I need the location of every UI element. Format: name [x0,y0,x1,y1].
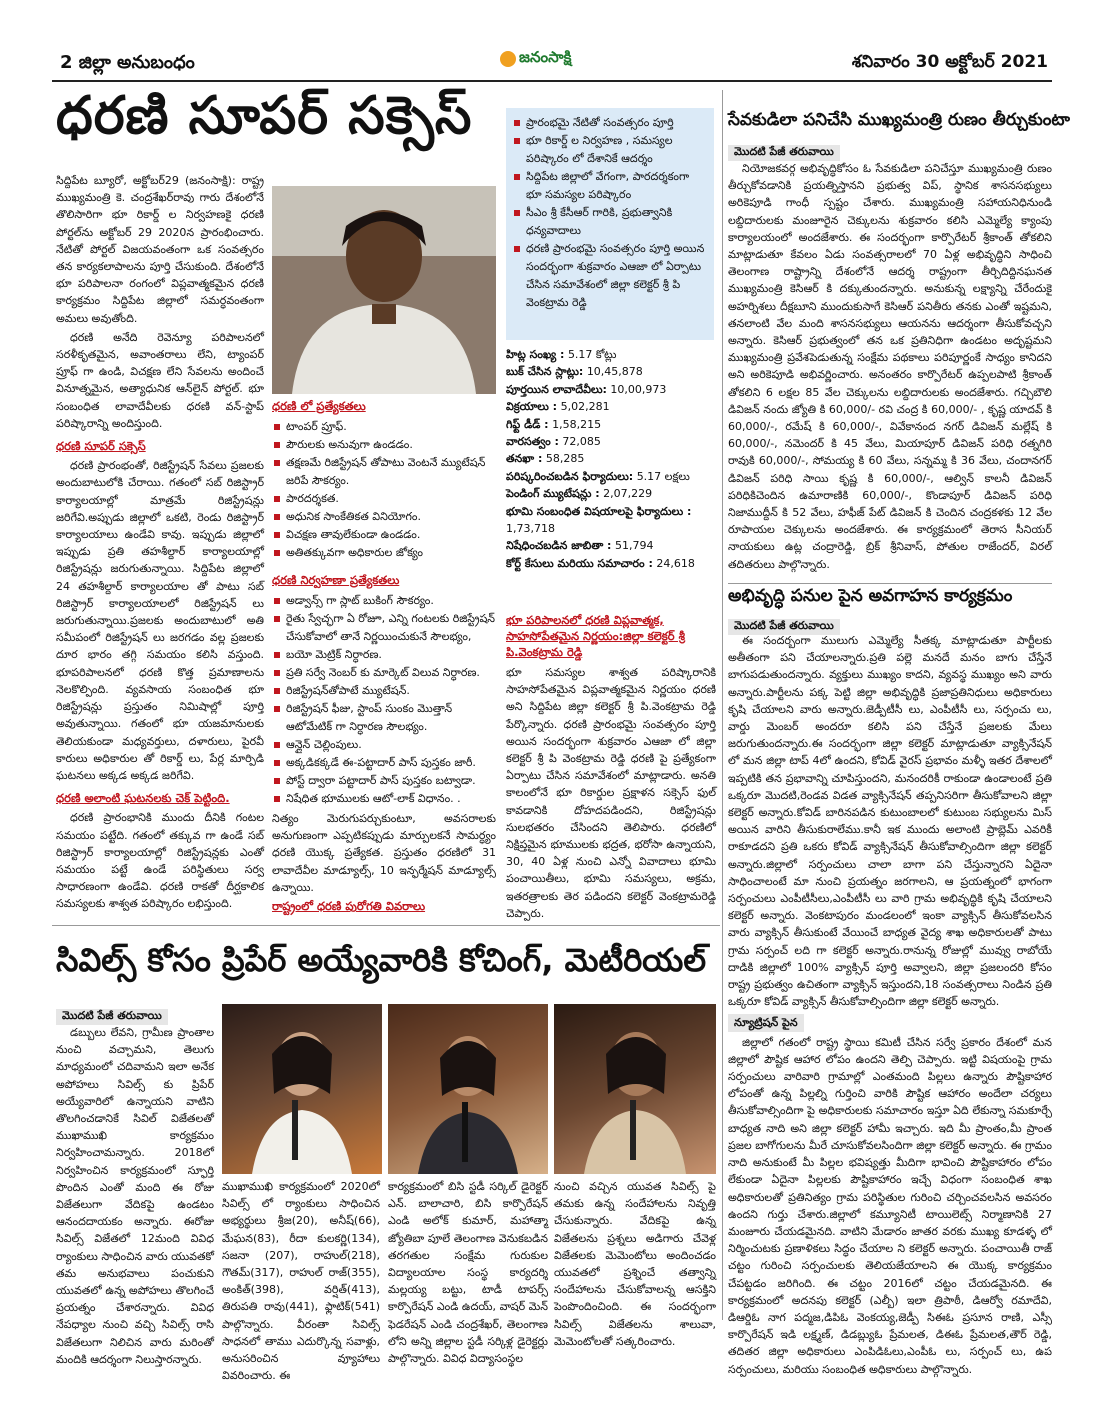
features-title: ధరణి లో ప్రత్యేకతలు [272,399,366,413]
stat-value: 24,618 [656,556,695,570]
stat-label: బుక్ చేసిన స్లాట్లు: [506,365,584,379]
story3-paragraph-2: జిల్లాలో గతంలో రాష్ట్ర స్థాయి కమిటీ చేసిన సర్వే ప్రకారం దేశంలో మన జిల్లాలో పౌష్టిక ఆహార లోపం ఉందని తెల్పి చెప్పారు. ఇట్టి విషయంపై గ్రామ సర్పంచులు వారివారి గ్రామాల్లో ఎంతమంది పిల్లలు ఉన్నారు పౌష్టికాహార లోపంతో ఉన్న పిల్లల్ని గుర్తించి వారికి పౌష్టిక ఆహారం అందేలా చర్యలు తీసుకోవాల్సిందిగా పై అధికారులకు సమాచారం ఇస్తూ ఏది లేకున్నా సమకూర్చే బాధ్యత నాది అని జిల్లా కలెక్టర్ హామీ ఇచ్చారు. ఇది మీ ప్రాంతం,మీ ప్రాంత ప్రజల బాగోగులను మీరే చూసుకోవలసిందిగా జిల్లా కలెక్టర్ అన్నారు. ఈ గ్రామం నాది అనుకుంటే మీ పిల్లల భవిష్యత్తు మీదిగా భావించి పౌష్టికాహారం లోపం లేకుండా ఏదైనా పిల్లలకు పౌష్టికాహారం ఇచ్చే విధంగా సంబంధిత శాఖ అధికారులతో ప్రతినిత్యం గ్రామ పరిస్థితుల గురించి చర్చించవలసిన అవసరం ఉందని గుర్తు చేశారు.జిల్లాలో కమ్యూనిటీ టాయిలెట్స్ నిర్మాణానికి 27 మంజూరు చేయడమైనది. వాటిని మేడారం జాతర వరకు ముఖ్య కూడళ్ళ లో నిర్మించుటకు ప్రణాళికలు సిద్ధం చేయాల ని కలెక్టర్ అన్నారు. పంచాయితీ రాజ్ చట్టం గురించి సర్పంచులకు తెలియజేయాలని ఈ యొక్క కార్యక్రమం చేపట్టడం జరిగింది. ఈ చట్టం 2016లో చట్టం చేయడమైనది. ఈ కార్యక్రమంలో అదనపు కలెక్టర్ (ఎల్బీ) ఇలా త్రిపాఠీ, డిఆర్వో రమాదేవి, డిఆర్డిఓ నాగ పద్మజ,డిపిఓ వెంకయ్య,జెడ్పీ సిఈఓ ప్రసూన రాణి, ఎస్సీ కార్పొరేషన్ ఇడి లక్ష్మణ్, డిడబ్ల్యుఓ ప్రేమలత, డిఈఓ ప్రేమలత,తౌర్ రెడ్డి, తదితర జిల్లా అధికారులు ఎంపిడిఓలు,ఎంపీఓ లు, సర్పంచ్ లు, ఉప సర్పంచులు, మరియు సంబంధిత అధికారులు పాల్గొన్నారు. [728,1035,1052,1376]
admin-feature-item: రిజిస్ట్రేషన్ ఫీజు, స్టాంప్ సుంకం మొత్తాన్ ఆటోమేటిక్ గా నిర్ధారణ సౌలభ్యం. [272,700,496,736]
highlight-item: భూ రికార్డ్ ల నిర్వహణ , సమస్యల పరిష్కారం లో దేశానికే ఆదర్శం [512,132,708,168]
feature-item: టాంపర్ ప్రూఫ్. [272,418,496,436]
story1-para4: ధరణి ప్రారంభానికి ముందు దీనికి గంటల సమయం పట్టేది. గతంలో తక్కువ గా ఉండే సబ్ రిజిస్ట్రార్ కార్యాలయాల్లో రిజిస్ట్రేషన్లకు ఎంతో సమయం పట్టే ఉండే పరిస్థితులు సర్వ సాధారణంగా ఉండేవి. ధరణి రాకతో దీర్ఘకాలిక సమస్యలకు శాశ్వత పరిష్కారం లభిస్తుంది. [56,811,264,911]
story4-kicker: మొదటి పేజీ తరువాయి [56,1009,168,1025]
admin-feature-item: రైతు స్వేచ్ఛగా ఏ రోజూ, ఎన్ని గంటలకు రిజిస్ట్రేషన్ చేసుకోవాలో తానే నిర్ణయించుకునే సౌలభ్యం, [272,610,496,646]
feature-item: తక్షణమే రిజిస్ట్రేషన్ తోపాటు వెంటనే మ్యుటేషన్ జరిపే సౌకర్యం. [272,454,496,490]
admin-feature-item: ప్రతి సర్వే నెంబర్ కు మార్కెట్ విలువ నిర్ధారణ. [272,664,496,682]
stat-label: నిషేధించబడిన జాబితా : [506,539,612,553]
stat-label: భూమి సంబంధిత విషయాలపై ఫిర్యాదులు : [506,504,692,518]
header-rule [52,80,1052,82]
stat-value: 5.17 కోట్లు [567,348,617,361]
story2-kicker: మొదటి పేజీ తరువాయి [728,145,840,161]
speaker-portrait-icon [388,1004,548,1174]
stat-value: 5,02,281 [560,400,610,414]
feature-item: అతితక్కువగా అధికారుల జోక్యం [272,544,496,562]
story2-paragraph: నియోజకవర్గ అభివృద్ధికోసం ఓ సేవకుడిలా పనిచేస్తూ ముఖ్యమంత్రి రుణం తీర్చుకోవడానికి ప్రయత్నిస్తానని ప్రభుత్వ విప్, స్థానిక శాసనసభ్యులు అరికెపూడి గాంధీ స్పష్టం చేశారు. ముఖ్యమంత్రి సహాయనిధినుండి లబ్దిదారులకు మంజూరైన చెక్కులను శుక్రవారం కలిసి ఎమ్మెల్యే క్యాంపు కార్యాలయంలో అందజేశారు. ఈ సందర్భంగా కార్పొరేటర్ శ్రీకాంత్ తోకలిని మాట్లాడుతూ కేవలం ఏడు సంవత్సరాలలో 70 ఏళ్ల అభివృద్ధిని సాధించి తెలంగాణ రాష్ట్రాన్ని దేశంలోనే ఆదర్శ రాష్ట్రంగా తీర్చిదిద్దినఘనత ముఖ్యమంత్రి కెసిఆర్ కి దక్కుతుందన్నారు. అనుకున్న లక్ష్యాన్ని చేరేందుకై అహర్నిశలు దీక్షబూని ముందుకుసాగే కెసిఆర్ పనితీరు తనకు ఎంతో ఇష్టమని, తనలాంటి వేల మంది శాసనసభ్యులు ఆయనను ఆదర్శంగా తీసుకోవచ్చని అన్నారు. కెసిఆర్ ప్రభుత్వంలో తన ఒక ప్రతినిధిగా ఉండటం అదృష్టమని ముఖ్యమంత్రి ప్రవేశపెడుతున్న సంక్షేమ పథకాలు పరిపూర్ణంకే సాధ్యం కానిదని అని అరికెపూడి అభివర్ణించారు. అనంతరం కార్పొరేటర్ ఉప్పలపాటి శ్రీకాంత్ తోకలిని 6 లక్షల 85 వేల చెక్కులను లబ్దిదారులకు అందజేశారు. గచ్చిబౌలి డివిజన్ నందు జ్యోతి కి 60,000/- రవి చంద్ర కి 60,000/- , కృష్ణ యాదవ్ కి 60,000/-, రమేష్ కి 60,000/-, వివేకానంద నగర్ డివిజన్ మల్లేష్ కి 60,000/-, నమెందర్ కి 45 వేలు, మియాపూర్ డివిజన్ పరిధి రత్నగిరి రావుకి 60,000/-, సోమయ్య కి 60 వేలు, సన్నమ్మ కి 36 వేలు, చందానగర్ డివిజన్ పరిధి సాయి కృష్ణ కి 60,000/-, ఆల్విన్ కాలనీ డివిజన్ పరిధికిచెందిన ఉమారాణికి 60,000/-, కొండాపూర్ డివిజన్ పరిధి నిజాముద్దీన్ కి 52 వేలు, హఫీజ్ పేట్ డివిజన్ కి చెందిన చంద్రకళకు 12 వేల రూపాయల చెక్కులను అందజేశారు. ఈ కార్యక్రమంలో తెరాస సీనియర్ నాయకులు ఉట్ల చంద్రారెడ్డి, బ్రిక్ శ్రీనివాస్, పోతుల రాజేందర్, విరల్ తదితరులు పాల్గొన్నారు. [728,162,1052,571]
story4-col4 [554,1178,716,1360]
admin-feature-item: ఆన్లైన్ చెల్లింపులు. [272,736,496,754]
stat-label: వారసత్వం : [506,435,559,449]
stat-row [506,485,716,502]
stat-value: 58,285 [545,452,585,466]
stat-value: 10,00,973 [610,382,667,396]
admin-tail-text: నిత్యం మెరుగుపర్చుకుంటూ, అవసరాలకు అనుగుణంగా ఎప్పటికప్పుడు మార్పులకనే సామర్ధ్యం ధరణి యొక్క ప్రత్యేకత. ప్రస్తుతం ధరణిలో 31 లావాదేవీల మాడ్యూల్స్, 10 ఇన్ఫర్మేషన్ మాడ్యూల్స్ ఉన్నాయి. [272,812,496,894]
page-label: 2 జిల్లా అనుబంధం [60,52,195,73]
story3-subhead: న్యూట్రిషన్ పైన [728,1014,804,1031]
stat-label: పరిష్కరించబడిన ఫిర్యాదులు: [506,469,634,483]
stat-value: 1,58,215 [552,417,602,431]
admin-feature-item: రిజిస్ట్రేషన్‌తోపాటే మ్యుటేషన్. [272,682,496,700]
feature-item: విచక్షణ తావులేకుండా ఉండడం. [272,526,496,544]
admin-feature-item: అడ్వాన్స్ గా స్లాట్ బుకింగ్ సౌకర్యం. [272,592,496,610]
admin-features-title: ధరణి నిర్వహణా ప్రత్యేకతలు [272,573,400,587]
stat-label: కోర్ట్ కేసులు మరియు సమాచారం : [506,556,653,570]
stat-value: 51,794 [614,539,654,553]
story1-lead: సిద్దిపేట బ్యూరో, అక్టోబర్29 (జనంసాక్షి): రాష్ట్ర ముఖ్యమంత్రి కె. చంద్రశేఖర్‌రావు గారు దేశంలోనే తొలిసారిగా భూ రికార్డ్ ల నిర్వహణకై ధరణి పోర్టల్‌ను అక్టోబర్ 29 2020న ప్రారంభించారు. నేటితో పోర్టల్ విజయవంతంగా ఒక సంవత్సరం తన కార్యకలాపాలను పూర్తి చేసుకుంది. దేశంలోనే భూ పరిపాలనా రంగంలో విప్లవాత్మకమైన ధరణి కార్యక్రమం సిద్దిపేట జిల్లాలో సమర్ధవంతంగా అమలు అవుతోంది. [56,174,264,325]
collector-quote-title: భూ పరిపాలనలో ధరణి విప్లవాత్మక, సాహసోపేతమైన నిర్ణయం:జిల్లా కలెక్టర్ శ్రీ పి.వెంకట్రామ రెడ్డి [506,613,685,659]
stat-row [506,363,716,380]
stat-row [506,503,716,538]
collector-photo [272,186,496,394]
stat-value: 5.17 లక్షలు [636,469,690,483]
highlight-item: ధరణి ప్రారంభమై సంవత్సరం పూర్తి అయిన సందర్భంగా శుక్రవారం ఎఆజా లో ఏర్పాటు చేసిన సమావేశంలో జిల్లా కలెక్టర్ శ్రీ పి వెంకట్రామ రెడ్డి [512,240,708,312]
issue-date: శనివారం 30 అక్టోబర్ 2021 [851,52,1048,72]
civils-winner-photo-2 [388,1004,548,1174]
story1-subhead-1: ధరణి సూపర్ సక్సెస్ [56,439,146,454]
story1-para3: ధరణి ప్రారంభంతో, రిజిస్ట్రేషన్ సేవలు ప్రజలకు అందుబాటులోకి చేరాయి. గతంలో సబ్ రిజిస్ట్రార్ కార్యాలయాల్లో మాత్రమే రిజిస్ట్రేషన్లు జరిగేవి.అప్పుడు జిల్లాలో ఒకటి, రెండు రిజిస్ట్రార్ కార్యాలయాలు ఉండేవి కావు. ఇప్పుడు జిల్లాలో ఇప్పుడు ప్రతి తహశీల్దార్ కార్యాలయాల్లో రిజిస్ట్రేషన్లు జరుగుతున్నాయి. సిద్దిపేట జిల్లాలో 24 తహశీల్దార్ కార్యాలయాల తో పాటు సబ్ రిజిస్ట్రార్ కార్యాలయాలలో రిజిస్ట్రేషన్ లు జరుగుతున్నాయి.ప్రజలకు అందుబాటులో అతి సమీపంలో రిజిస్ట్రేషన్ లు జరగడం వల్ల ప్రజలకు దూర భారం తగ్గి సమయం కలిసి వస్తుంది. భూపరిపాలనలో ధరణి కొత్త ప్రమాణాలను నెలకొల్పింది. వ్యవసాయ సంబంధిత భూ రిజిస్ట్రేషన్లు ప్రస్తుతం నిమిషాల్లో పూర్తి అవుతున్నాయి. గతంలో భూ యజమానులకు తెలియకుండా మధ్యవర్తులు, దళారులు, పైరవీ కారులు అధికారుల తో రికార్డ్ లు, పేర్ల మార్పిడి ఘటనలు అక్కడ అక్కడ జరిగేవి. [56,459,264,782]
story2-headline: సేవకుడిలా పనిచేసి ముఖ్యమంత్రి రుణం తీర్చుకుంటా [728,110,1070,130]
stat-row [506,468,716,485]
masthead-title: జనంసాక్షి [519,48,572,66]
feature-item: పారదర్శకత. [272,490,496,508]
story1-para2: ధరణి అనేది రెవెన్యూ పరిపాలనలో సరళీకృతమైన, అవాంతరాలు లేని, ట్యాంపర్ ప్రూఫ్ గా ఉండి, విచక్షణ లేని సేవలను అందించే వినూత్నమైన, అత్యాధునిక ఆన్‌లైన్ పోర్టల్. భూ సంబంధిత లావాదేవీలకు ధరణి వన్-స్టాప్ పరిష్కారాన్ని అందిస్తుంది. [56,330,264,430]
stat-label: పూర్తయిన లావాదేవీలు: [506,382,607,396]
speaker-portrait-icon [222,1004,382,1174]
masthead-logo [500,48,610,70]
feature-item: అధునిక సాంకేతికత వినియోగం. [272,508,496,526]
story-divider [52,925,720,926]
story3-body [728,632,1052,1376]
stat-value: 2,07,229 [603,487,653,501]
stat-label: విక్రయాలు : [506,400,558,414]
masthead [500,48,610,76]
highlights-list [512,114,708,312]
story4-col4-text: నుంచి వచ్చిన యువత సివిల్స్ పై తమకు ఉన్న సందేహాలను నివృత్తి చేసుకున్నారు. వేదికపై ఉన్న విజేతలను ప్రశ్నలు అడిగారు చేవెళ్ల విజేతలకు మెమెంటోలు అందించడం యువతలో ప్రశ్నించే తత్వాన్ని సందేహాలను చేసుకోవాలన్న ఆసక్తిని పెంపొందించింది. ఈ సందర్భంగా సివిల్స్ విజేతలను శాలువా, మెమెంటోలతో సత్కరించారు. [554,1180,716,1348]
story2-body [728,160,1052,580]
story4-col1 [56,1024,214,1366]
stat-label: పెండింగ్ మ్యుటేషన్లు : [506,487,600,501]
admin-feature-item: అక్కడికక్కడే ఈ-పట్టాదార్ పాస్ పుస్తకం జారీ. [272,754,496,772]
story4-col3-text: కార్యక్రమంలో బిసి స్టడీ సర్కిల్ డైరెక్టర్ ఎన్. బాలాచారి, బిసి కార్పొరేషన్ ఎండి అలోక్ కుమార్, మహాత్మా జ్యోతిబా పూలే తెలంగాణ వెనుకబడిన తరగతుల సంక్షేమ గురుకుల విద్యాలయాల సంస్థ కార్యదర్శి మల్లయ్య బట్టు, టాడీ టాపర్స్ కార్పొరేషన్ ఎండి ఉదయ్, వాషర్ మెన్ ఫెడరేషన్ ఎండి చంద్రశేఖర్, తెలంగాణ లోని అన్ని జిల్లాల స్టడీ సర్కిళ్ల డైరెక్టర్లు పాల్గొన్నారు. వివిధ విద్యాసంస్థల [388,1180,548,1366]
admin-feature-item: నిషేధిత భూములకు ఆటో-లాక్ విధానం. . [272,790,496,808]
story4-col2 [222,1178,380,1383]
stat-row [506,450,716,467]
stat-row [506,381,716,398]
story1-stats [506,346,716,606]
logo-mark-icon [500,51,516,67]
feature-item: పౌరులకు అనువుగా ఉండడం. [272,436,496,454]
story1-left-column [56,172,264,917]
speaker-portrait-icon [554,1004,716,1174]
story1-subhead-2: ధరణి అలాంటి ఘటనలకు చెక్ పెట్టింది. [56,791,230,806]
stat-label: హిట్ల సంఖ్య : [506,348,565,361]
stat-row [506,433,716,450]
story1-headline: ధరణి సూపర్ సక్సెస్ [56,86,473,146]
story3-headline: అభివృద్ధి పనుల పైన అవగాహన కార్యక్రమం [728,586,1013,606]
column-divider [722,90,723,1320]
story1-highlights-box [506,108,714,340]
stat-row [506,398,716,415]
progress-details-link: రాష్ట్రంలో ధరణి పురోగతి వివరాలు [272,899,426,914]
story4-col2-text: ముఖాముఖి కార్యక్రమంలో 2020లో సివిల్స్ లో ర్యాంకులు సాధించిన అభ్యర్థులు శ్రీజ(20), అనీష్(66), మేఘన(83), రీదా కులకర్ణి(134), సజనా (207), రాహుల్(218), గౌతమ్(317), రాహుల్ రాజ్(355), అంకిత్(398), వర్షిత్(413), తిరుపతి రావు(441), ఫ్లాటిక్(541) పాల్గొన్నారు. వీరంతా సివిల్స్ సాధనలో తాము ఎదుర్కొన్న సవాళ్లు, అనుసరించిన వ్యూహాలు వివరించారు. ఈ [222,1180,380,1383]
features-list [272,418,496,562]
highlight-item: ప్రారంభమై నేటితో సంవత్సరం పూర్తి [512,114,708,132]
collector-quote-block [506,612,716,920]
stat-row [506,537,716,554]
highlight-item: సిద్దిపేట జిల్లాలో వేగంగా, పారదర్శకంగా భూ సమస్యల పరిష్కారం [512,168,708,204]
stat-label: గిఫ్ట్ డీడ్ : [506,417,549,431]
stat-value: 1,73,718 [506,522,555,536]
story3-paragraph: ఈ సందర్బంగా ములుగు ఎమ్మెల్యే సీతక్క మాట్లాడుతూ పార్టీలకు అతీతంగా పని చేయాలన్నారు.ప్రతి పల్లె మనదే మనం బాగు చేస్తేనే బాగుపడుతుందన్నారు. వ్యక్తులు ముఖ్యం కాదని, వ్యవస్థ ముఖ్యం అని వారు అన్నారు.పార్టీలను పక్క పెట్టి జిల్లా అభివృద్ధికి ప్రజాప్రతినిధులు అధికారులు కృషి చేయాలని వారు అన్నారు.జెడ్పీటీసీ లు, ఎంపీటీసీ లు, సర్పంచు లు, వార్డు మెంబర్ అందరూ కలిసి పని చేస్తేనే ప్రజలకు మేలు జరుగుతుందన్నారు.ఈ సందర్భంగా జిల్లా కలెక్టర్ మాట్లాడుతూ వ్యాక్సినేషన్ లో మన జిల్లా టాప్ 4లో ఉందని, కోవిడ్ వైరస్ ప్రభావం మళ్ళీ ఇతర దేశాలలో ఇప్పటికి తన ప్రభావాన్ని చూపిస్తుందని, మనందరికీ రాకుండా ఉండాలంటే ప్రతి ఒక్కరూ మొదటి,రెండవ విడత వ్యాక్సినేషన్ తప్పనిసరిగా తీసుకోవాలని జిల్లా కలెక్టర్ అన్నారు.కోవిడ్ బారినపడిన కుటుంబాలలో కుటుంబ సభ్యులను మిస్ అయిన వారిని తీసుకురాలేము.కానీ ఇక ముందు అలాంటి ప్రాబ్లెమ్ ఎవరికీ రాకూడదని ప్రతి ఒకరు కోవిడ్ వ్యాక్సినేషన్ తీసుకోవాల్సిందిగా జిల్లా కలెక్టర్ అన్నారు.జిల్లాలో సర్పంచులు చాలా బాగా పని చేస్తున్నారని ఏదైనా సాధించాలంటే మా నుంచి ప్రయత్నం జరగాలని, ఆ ప్రయత్నంలో భాగంగా సర్పంచులు ఎంపీటీసీలు,ఎంపీటీసీ లు వారి గ్రామ అభివృద్ధికి కృషి చేయాలని కలెక్టర్ అన్నారు. వెంకటాపురం మండలంలో ఇంకా వ్యాక్సిన్ తీసుకోవలసిన వారు వ్యాక్సిన్ తీసుకుంటే వేయించే బాధ్యత వైద్య శాఖ అధికారులతో పాటు గ్రామ సర్పంచ్ లది గా కలెక్టర్ అన్నారు.రానున్న రోజుల్లో మువ్వు రాబోయే దాడికి జిల్లాలో 100% వ్యాక్సిన్ పూర్తి అవ్వాలని, జిల్లా ప్రజలందరి కోసం రాష్ట్ర ప్రభుత్వం ఉచితంగా వ్యాక్సిన్ ఇస్తుందని,18 సంవత్సరాలు నిండిన ప్రతి ఒక్కరూ కోవిడ్ వ్యాక్సిన్ తీసుకోవాల్సిందిగా జిల్లా కలెక్టర్ అన్నారు. [728,634,1052,1009]
civils-winner-photo-1 [222,1004,382,1174]
story-divider [728,583,1052,584]
collector-quote-body: భూ సమస్యల శాశ్వత పరిష్కారానికి సాహసోపేతమైన విప్లవాత్మకమైన నిర్ణయం ధరణి అని సిద్దిపేట జిల్లా కలెక్టర్ శ్రీ పి.వెంకట్రామ రెడ్డి పేర్కొన్నారు. ధరణి ప్రారంభమై సంవత్సరం పూర్తి అయిన సందర్భంగా శుక్రవారం ఎఆజా లో జిల్లా కలెక్టర్ శ్రీ పి వెంకట్రామ రెడ్డి ధరణి పై ప్రత్యేకంగా ఏర్పాటు చేసిన సమావేశంలో మాట్లాడారు. అనతి కాలంలోనే భూ రికార్డుల ప్రక్షాళన సక్సెస్ ఫుల్ కావడానికి దోహదపడిందని, రిజిస్ట్రేషన్లు సులభతరం చేసిందని తెలిపారు. ధరణిలో నిక్షిప్తమైన భూములకు భద్రత, భరోసా ఉన్నాయని, 30, 40 ఏళ్ల నుంచి ఎన్నో వివాదాలు భూమి పంచాయితీలు, భూమి సమస్యలు, అక్రమ, ఇతరత్రాలకు తెర పడిందని కలెక్టర్ వెంకట్రామరెడ్డి చెప్పారు. [506,666,716,920]
civils-winner-photo-3 [554,1004,716,1174]
story4-col3 [388,1178,548,1366]
admin-features-list [272,592,496,808]
stat-label: తనఖా : [506,452,543,466]
story3-kicker: మొదటి పేజీ తరువాయి [728,619,840,635]
person-portrait-icon [272,186,496,394]
admin-feature-item: బయో మెట్రిక్ నిర్ధారణ. [272,646,496,664]
stat-value: 10,45,878 [586,365,643,379]
stat-row [506,346,716,363]
admin-feature-item: పోస్ట్ ద్వారా పట్టాదార్ పాస్ పుస్తకం బట్వాడా. [272,772,496,790]
stat-row [506,555,716,572]
highlight-item: సీఎం శ్రీ కేసీఆర్ గారికి, ప్రభుత్వానికి ధన్యవాదాలు [512,204,708,240]
story1-features-block [272,398,496,918]
stat-row [506,416,716,433]
stat-value: 72,085 [562,435,601,449]
story4-headline: సివిల్స్ కోసం ప్రిపేర్ అయ్యేవారికి కోచింగ్, మెటీరియల్ [56,941,707,979]
story4-col1-text: డబ్బులు లేవని, గ్రామీణ ప్రాంతాల నుంచి వచ్చామని, తెలుగు మాధ్యమంలో చదివామని ఇలా అనేక అపోహలు సివిల్స్ కు ప్రిపేర్ అయ్యేవారిలో ఉన్నాయని వాటిని తొలగించడానికే సివిల్ విజేతలతో ముఖాముఖి కార్యక్రమం నిర్వహించామన్నారు. 2018లో నిర్వహించిన కార్యక్రమంలో స్ఫూర్తి పొందిన ఎంతో మంది ఈ రోజు విజేతలుగా వేదికపై ఉండటం ఆనందదాయకం అన్నారు. ఈరోజు సివిల్స్ విజేతలో 12మంది వివిధ ర్యాంకులు సాధించిన వారు యువతకో తమ అనుభవాలు పంచుకుని యువతలో ఉన్న అపోహలు తొలగించే ప్రయత్నం చేశారన్నారు. వివిధ నేపధ్యాల నుంచి వచ్చి సివిల్స్ రాసి విజేతలుగా నిలిచిన వారు మరింతో మందికి ఆదర్శంగా నిలుస్తారన్నారు. [56,1026,214,1366]
